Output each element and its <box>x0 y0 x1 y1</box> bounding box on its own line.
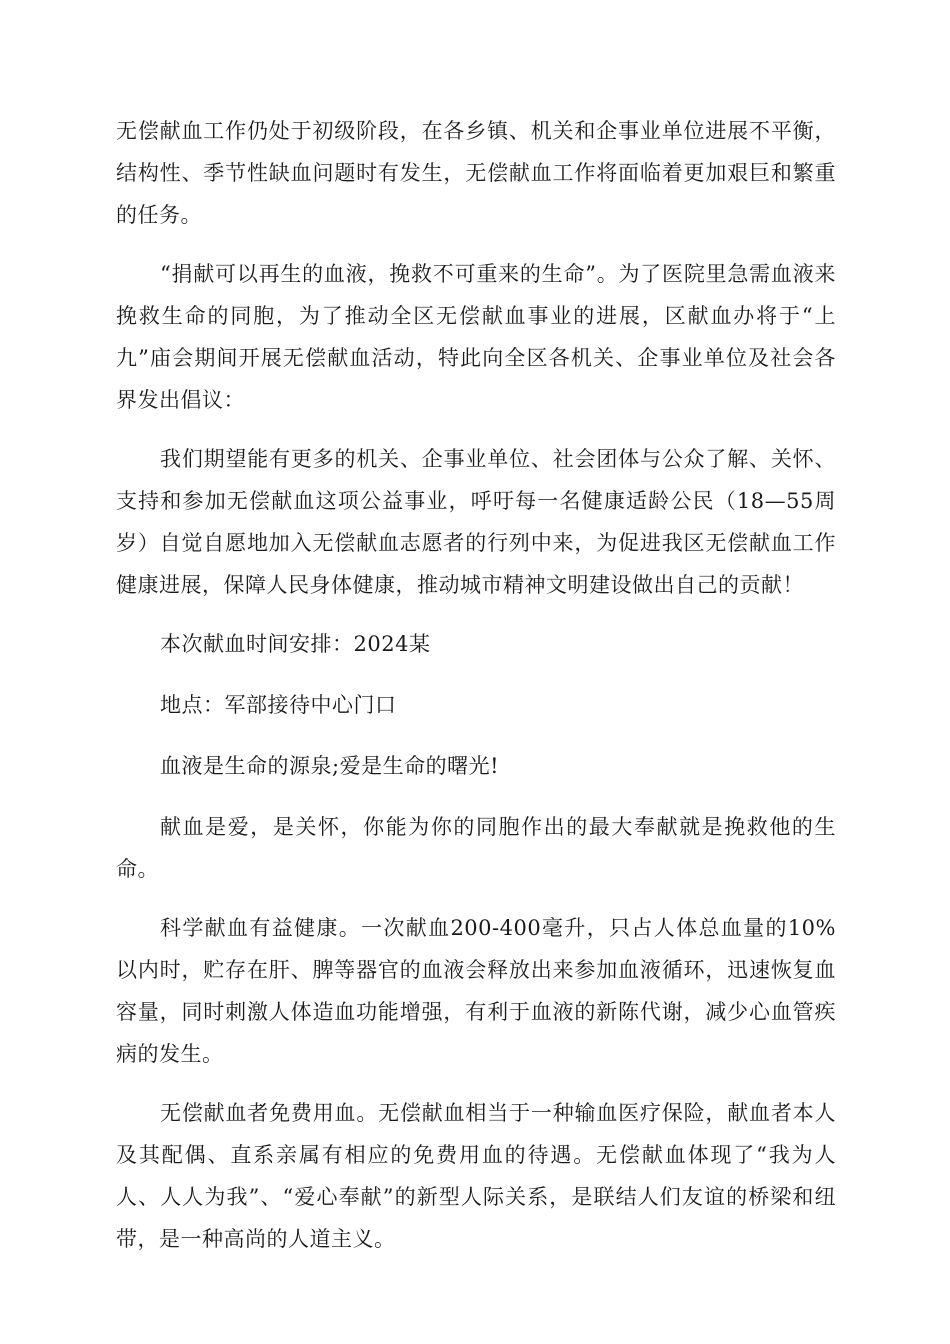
paragraph-health: 科学献血有益健康。一次献血200-400毫升，只占人体总血量的10%以内时，贮存在肝、脾等器官的血液会释放出来参加血液循环，迅速恢复血容量，同时刺激人体造血功能增强，有利于血液的新陈代谢，减少心血管疾病的发生。 <box>116 916 836 1066</box>
paragraph-schedule: 本次献血时间安排：2024某 <box>160 632 431 656</box>
paragraph-love: 献血是爱，是关怀，你能为你的同胞作出的最大奉献就是挽救他的生命。 <box>116 815 836 881</box>
paragraph-free-blood: 无偿献血者免费用血。无偿献血相当于一种输血医疗保险，献血者本人及其配偶、直系亲属有相应的免费用血的待遇。无偿献血体现了“我为人人、人人为我”、“爱心奉献”的新型人际关系，是联结人们友谊的桥梁和纽带，是一种高尚的人道主义。 <box>116 1101 836 1251</box>
paragraph-slogan: 血液是生命的源泉;爱是生命的曙光! <box>160 754 500 778</box>
paragraph-location: 地点：军部接待中心门口 <box>160 693 397 717</box>
paragraph-continuation: 无偿献血工作仍处于初级阶段，在各乡镇、机关和企事业单位进展不平衡，结构性、季节性缺血问题时有发生，无偿献血工作将面临着更加艰巨和繁重的任务。 <box>116 119 836 227</box>
document-body <box>116 110 836 1277</box>
paragraph-initiative: “捐献可以再生的血液，挽救不可重来的生命”。为了医院里急需血液来挽救生命的同胞，为了推动全区无偿献血事业的进展，区献血办将于“上九”庙会期间开展无偿献血活动，特此向全区各机关、企事业单位及社会各界发出倡议： <box>116 262 836 412</box>
paragraph-appeal: 我们期望能有更多的机关、企事业单位、社会团体与公众了解、关怀、支持和参加无偿献血这项公益事业，呼吁每一名健康适龄公民（18—55周岁）自觉自愿地加入无偿献血志愿者的行列中来，为促进我区无偿献血工作健康进展，保障人民身体健康，推动城市精神文明建设做出自己的贡献！ <box>116 447 836 597</box>
